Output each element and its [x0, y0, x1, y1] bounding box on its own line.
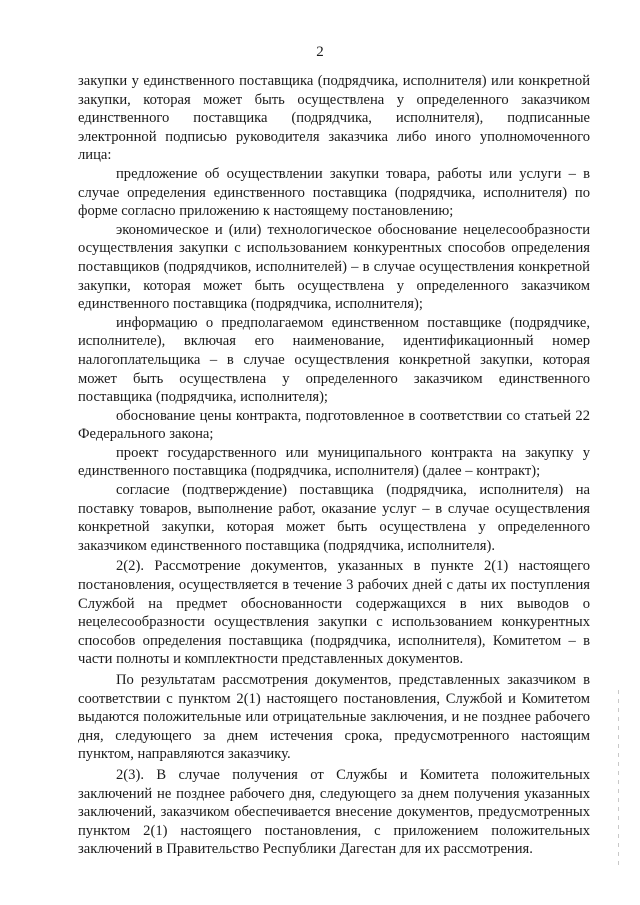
paragraph-continuation: закупки у единственного поставщика (подрядчика, исполнителя) или конкретной закупки, которая может быть осуществлена у определенного заказчиком единственного поставщика (подрядчика, исполнителя), подписанные электронной подписью руководителя заказчика либо иного уполномоченного лица: — [78, 73, 590, 164]
paragraph-clause-2-2: 2(2). Рассмотрение документов, указанных в пункте 2(1) настоящего постановления, осуществляется в течение 3 рабочих дней с даты их поступления Службой на предмет обоснованности содержащихся в них выводов о нецелесообразности осуществления закупки с использованием конкурентных способов определения поставщика (подрядчика, исполнителя), Комитетом – в части полноты и комплектности представленных документов. — [78, 558, 590, 668]
paragraph-justification: экономическое и (или) технологическое обоснование нецелесообразности осуществления закупки с использованием конкурентных способов определения поставщиков (подрядчиков, исполнителей) – в случае осуществления конкретной закупки, которая может быть осуществлена у определенного заказчиком единственного поставщика (подрядчика, исполнителя); — [78, 221, 590, 313]
paragraph-price-justification: обоснование цены контракта, подготовленное в соответствии со статьей 22 Федерального закона; — [78, 407, 590, 443]
page-number: 2 — [316, 44, 324, 60]
document-body — [78, 72, 590, 859]
scan-edge-mark — [618, 690, 619, 870]
paragraph-supplier-info: информацию о предполагаемом единственном поставщике (подрядчике, исполнителе), включая его наименование, идентификационный номер налогоплательщика – в случае осуществления конкретной закупки, которая может быть осуществлена у определенного заказчиком единственного поставщика (подрядчика, исполнителя); — [78, 314, 590, 406]
paragraph-proposal: предложение об осуществлении закупки товара, работы или услуги – в случае определения единственного поставщика (подрядчика, исполнителя) по форме согласно приложению к настоящему постановлению; — [78, 165, 590, 220]
paragraph-contract-draft: проект государственного или муниципального контракта на закупку у единственного поставщика (подрядчика, исполнителя) (далее – контракт); — [78, 444, 590, 480]
paragraph-review-results: По результатам рассмотрения документов, представленных заказчиком в соответствии с пунктом 2(1) настоящего постановления, Службой и Комитетом выдаются положительные или отрицательные заключения, и не позднее рабочего дня, следующего за днем истечения срока, предусмотренного настоящим пунктом, направляются заказчику. — [78, 672, 590, 763]
paragraph-supplier-consent: согласие (подтверждение) поставщика (подрядчика, исполнителя) на поставку товаров, выполнение работ, оказание услуг – в случае осуществления конкретной закупки, которая может быть осуществлена у определенного заказчиком единственного поставщика (подрядчика, исполнителя). — [78, 482, 590, 554]
paragraph-clause-2-3: 2(3). В случае получения от Службы и Комитета положительных заключений не позднее рабочего дня, следующего за днем получения указанных заключений, заказчиком обеспечивается внесение документов, предусмотренных пунктом 2(1) настоящего постановления, с приложением положительных заключений в Правительство Республики Дагестан для их рассмотрения. — [78, 766, 590, 858]
